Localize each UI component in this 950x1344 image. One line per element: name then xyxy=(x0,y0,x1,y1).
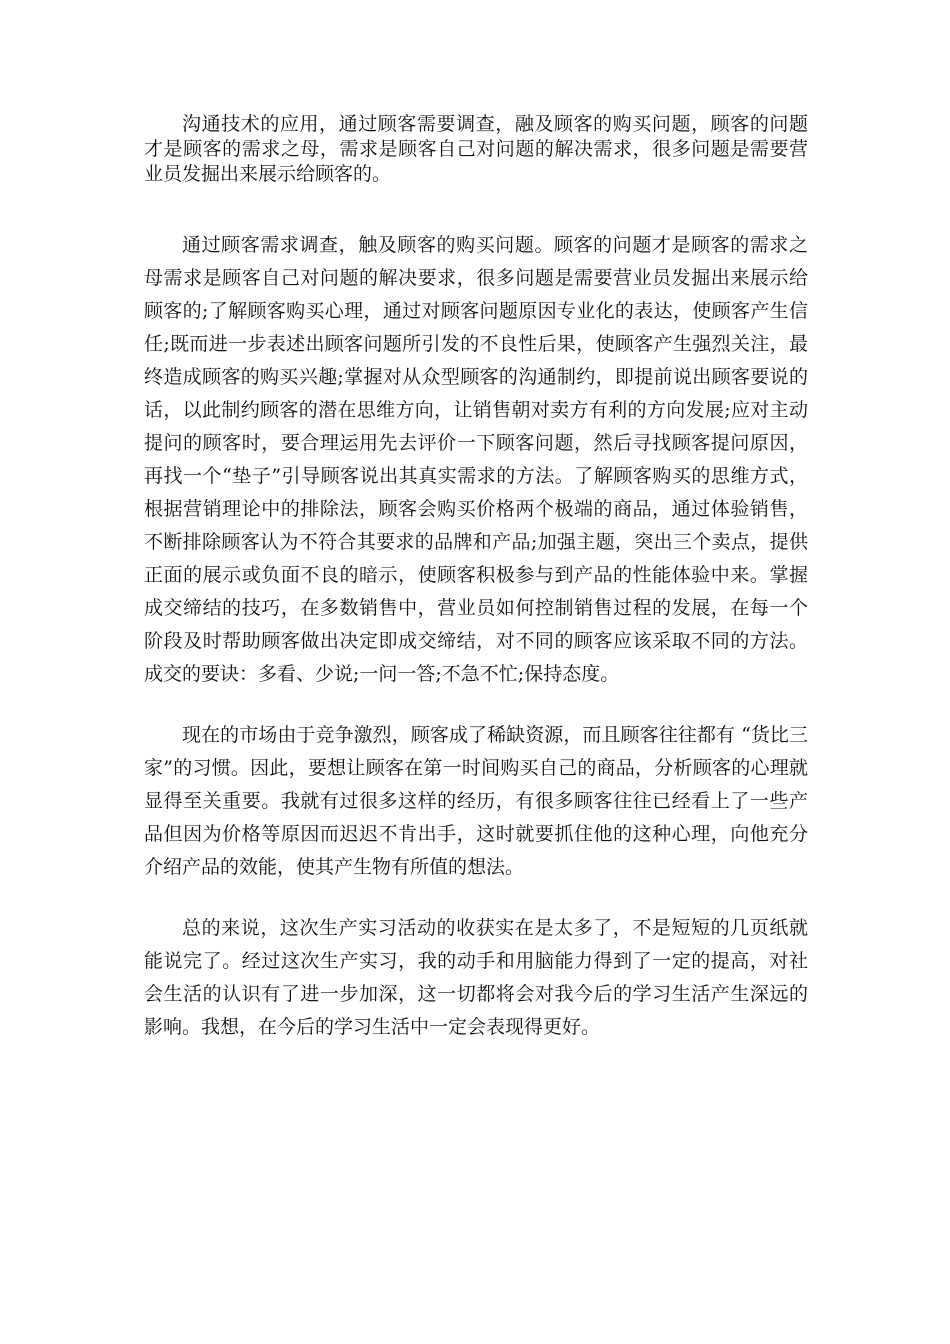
paragraph-customer-needs-survey: 通过顾客需求调查，触及顾客的购买问题。顾客的问题才是顾客的需求之母需求是顾客自己对问题的解决要求，很多问题是需要营业员发掘出来展示给顾客的;了解顾客购买心理，通过对顾客问题原因专业化的表达，使顾客产生信任;既而进一步表述出顾客问题所引发的不良性后果，使顾客产生强烈关注，最终造成顾客的购买兴趣;掌握对从众型顾客的沟通制约，即提前说出顾客要说的话，以此制约顾客的潜在思维方向，让销售朝对卖方有利的方向发展;应对主动提问的顾客时，要合理运用先去评价一下顾客问题，然后寻找顾客提问原因，再找一个“垫子”引导顾客说出其真实需求的方法。了解顾客购买的思维方式，根据营销理论中的排除法，顾客会购买价格两个极端的商品，通过体验销售，不断排除顾客认为不符合其要求的品牌和产品;加强主题，突出三个卖点，提供正面的展示或负面不良的暗示，使顾客积极参与到产品的性能体验中来。掌握成交缔结的技巧，在多数销售中，营业员如何控制销售过程的发展，在每一个阶段及时帮助顾客做出决定即成交缔结，对不同的顾客应该采取不同的方法。成交的要诀：多看、少说;一问一答;不急不忙;保持态度。 xyxy=(144,234,808,685)
paragraph-market-competition: 现在的市场由于竞争激烈，顾客成了稀缺资源，而且顾客往往都有 “货比三家”的习惯。因此，要想让顾客在第一时间购买自己的商品，分析顾客的心理就显得至关重要。我就有过很多这样的经历，有很多顾客往往已经看上了一些产品但因为价格等原因而迟迟不肯出手，这时就要抓住他的这种心理，向他充分介绍产品的效能，使其产生物有所值的想法。 xyxy=(144,724,808,878)
paragraph-communication-techniques: 沟通技术的应用，通过顾客需要调查，融及顾客的购买问题，顾客的问题才是顾客的需求之母，需求是顾客自己对问题的解决需求，很多问题是需要营业员发掘出来展示给顾客的。 xyxy=(144,113,808,185)
paragraph-summary: 总的来说，这次生产实习活动的收获实在是太多了，不是短短的几页纸就能说完了。经过这次生产实习，我的动手和用脑能力得到了一定的提高，对社会生活的认识有了进一步加深，这一切都将会对我今后的学习生活产生深远的影响。我想，在今后的学习生活中一定会表现得更好。 xyxy=(144,917,808,1038)
document-page xyxy=(144,112,808,1044)
